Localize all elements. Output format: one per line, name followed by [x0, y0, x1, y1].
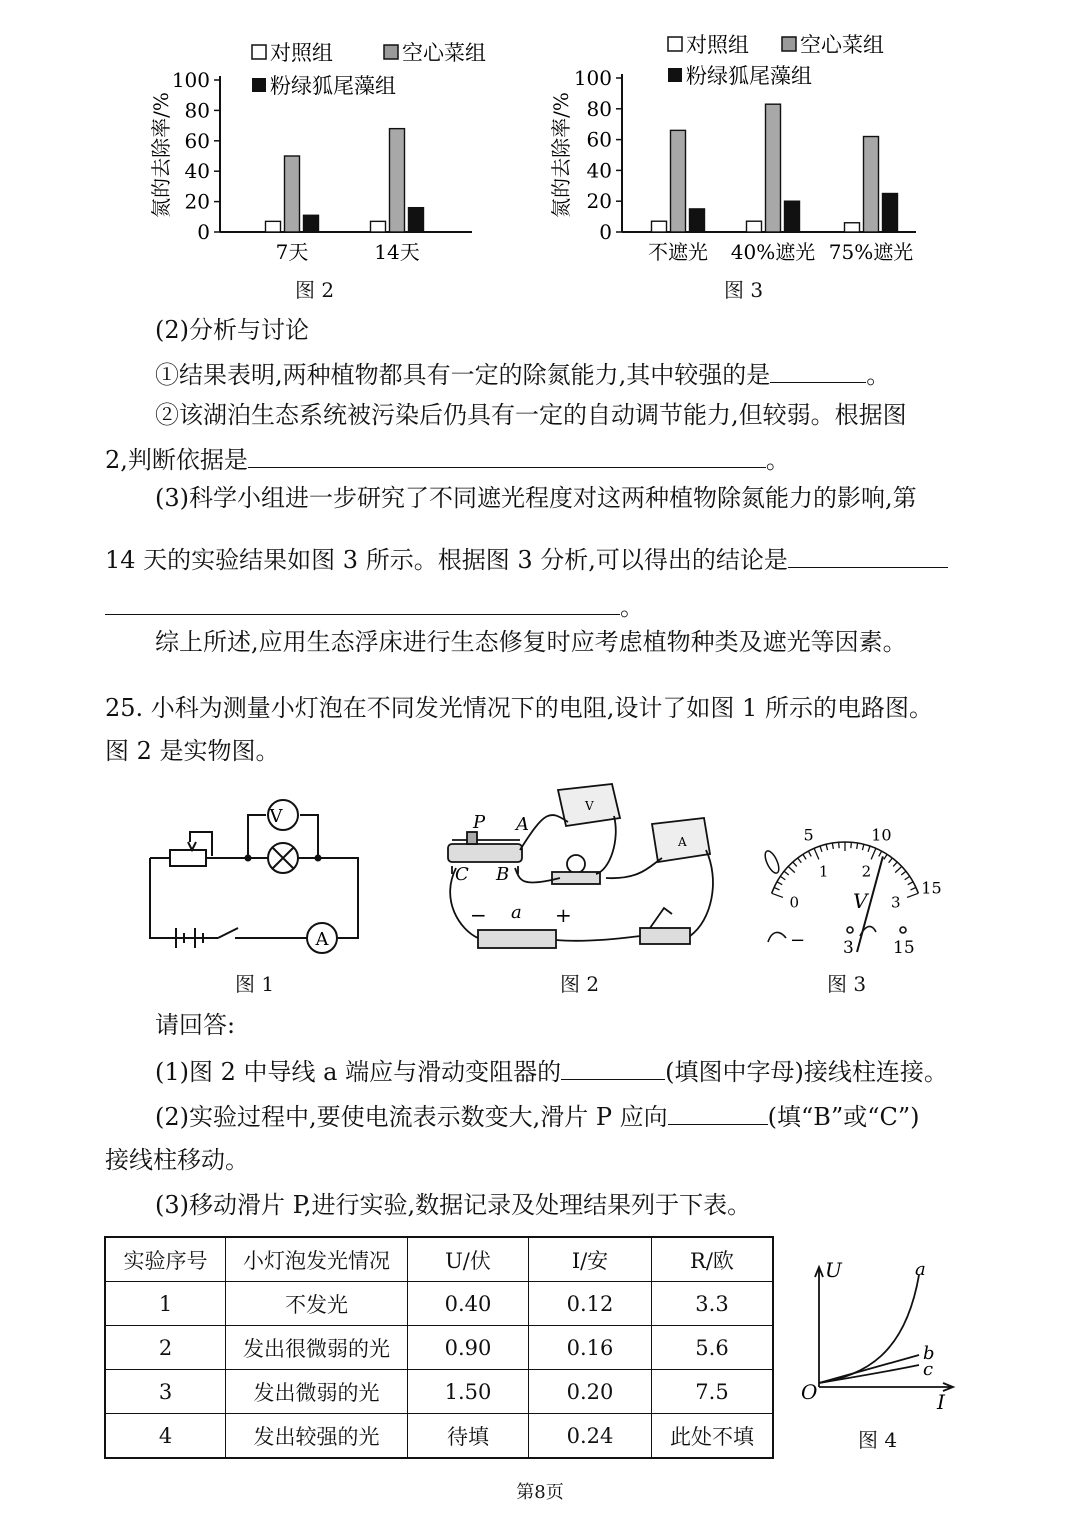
table-cell: 2	[105, 1326, 226, 1370]
p1-text-b: (填图中字母)接线柱连接。	[665, 1058, 948, 1086]
slider-arrow	[188, 842, 196, 850]
fig2-c-label: C	[455, 864, 469, 885]
zero-adjust-knob	[762, 849, 781, 875]
junction	[316, 856, 321, 861]
table-header: I/安	[529, 1237, 652, 1282]
switch-device	[640, 928, 690, 944]
bar-control	[371, 221, 386, 232]
bar-control	[747, 221, 762, 232]
legend-swatch-control	[252, 45, 266, 59]
circuit-figures	[0, 770, 1080, 970]
dial-label-15v: 5	[803, 825, 814, 845]
q2-2-line: ②该湖泊生态系统被污染后仍具有一定的自动调节能力,但较弱。根据图	[155, 401, 907, 429]
rheostat-rod	[452, 836, 520, 844]
q2-1-line	[155, 356, 890, 392]
legend-swatch-fenlv	[252, 78, 266, 92]
fig1-v-label: V	[269, 806, 283, 827]
fig2-caption: 图 2	[560, 972, 600, 996]
terminal-15	[900, 927, 906, 933]
dial-tick	[879, 851, 882, 856]
fig3-v-label: V	[853, 889, 868, 913]
fig4-i-label: I	[937, 1390, 945, 1414]
dial-label-15v: 10	[871, 825, 892, 845]
p1-line	[155, 1053, 948, 1089]
dial-tick	[857, 843, 858, 849]
p2-text: (2)实验过程中,要使电流表示数变大,滑片 P 应向	[155, 1103, 668, 1131]
bar-control	[266, 221, 281, 232]
fig3-caption: 图 3	[827, 972, 867, 996]
terminal-wire	[768, 932, 786, 942]
y-tick-label: 20	[184, 189, 210, 214]
y-tick-label: 60	[586, 127, 612, 152]
legend-label-kongxin: 空心菜组	[402, 41, 486, 65]
legend-swatch-fenlv	[668, 68, 682, 82]
fig2-p-label: P	[473, 812, 486, 833]
x-category-label: 14天	[374, 240, 420, 264]
table-cell: 7.5	[652, 1370, 774, 1414]
fig4-u-label: U	[825, 1258, 842, 1282]
lamp-cross	[273, 848, 293, 868]
y-tick-label: 60	[184, 128, 210, 153]
junction	[246, 856, 251, 861]
y-axis-title: 氮的去除率/%	[149, 92, 173, 218]
dial-tick	[884, 854, 887, 859]
legend-swatch-control	[668, 37, 682, 51]
dial-tick	[907, 893, 918, 897]
y-tick-label: 0	[599, 220, 612, 244]
table-cell: 0.16	[529, 1326, 652, 1370]
p2-line	[155, 1098, 919, 1134]
table-row	[105, 1326, 773, 1370]
dial-tick	[889, 858, 893, 863]
fig4-curve-a-label: a	[915, 1259, 926, 1280]
dial-tick	[784, 871, 789, 875]
dial-tick	[895, 866, 902, 872]
dial-label-3v: 2	[861, 862, 872, 881]
legend-swatch-kongxin	[384, 45, 398, 59]
legend-swatch-kongxin	[782, 37, 796, 51]
answer-blank[interactable]	[788, 541, 948, 568]
dial-tick	[814, 848, 819, 859]
table-cell: 5.6	[652, 1326, 774, 1370]
table-cell: 此处不填	[652, 1414, 774, 1459]
x-category-label: 40%遮光	[730, 240, 816, 264]
fig3-terminals	[768, 926, 906, 942]
bar-kongxin	[766, 104, 781, 232]
chart-fig3	[549, 66, 916, 264]
p1-text: (1)图 2 中导线 a 端应与滑动变阻器的	[155, 1058, 562, 1086]
terminal-3	[847, 927, 853, 933]
table-cell: 3.3	[652, 1282, 774, 1326]
switch-lever	[650, 908, 672, 928]
rheostat-symbol	[170, 850, 206, 866]
table-cell: 0.40	[408, 1282, 529, 1326]
q2-2-text: 2,判断依据是	[105, 446, 248, 474]
legend-label-kongxin: 空心菜组	[800, 33, 884, 57]
answer-blank[interactable]	[105, 588, 620, 615]
bar-kongxin	[671, 130, 686, 232]
charts-area	[0, 0, 1080, 310]
dial-label-3v: 3	[890, 893, 901, 912]
dial-tick	[832, 843, 833, 849]
y-tick-label: 80	[586, 96, 612, 121]
table-header-row	[105, 1237, 773, 1282]
punct: 。	[866, 361, 891, 389]
fig2-meter-v-label: V	[585, 799, 594, 813]
y-tick-label: 20	[586, 189, 612, 214]
table-cell: 1	[105, 1282, 226, 1326]
legend-label-fenlv: 粉绿狐尾藻组	[686, 64, 812, 88]
dial-tick	[820, 846, 822, 852]
dial-tick	[777, 882, 782, 885]
curve-a	[819, 1275, 919, 1383]
bulb	[567, 855, 585, 873]
legend-label-control: 对照组	[270, 41, 333, 65]
bar-fenlv	[883, 194, 898, 233]
y-tick-label: 80	[184, 98, 210, 123]
switch-symbol	[218, 928, 238, 938]
y-tick-label: 40	[586, 158, 612, 183]
fig4-curve-c-label: c	[923, 1359, 934, 1380]
fig1-caption: 图 1	[235, 972, 275, 996]
bar-control	[845, 223, 860, 232]
answer-blank[interactable]	[668, 1098, 768, 1125]
q3-text: 14 天的实验结果如图 3 所示。根据图 3 分析,可以得出的结论是	[105, 546, 788, 574]
table-cell: 0.90	[408, 1326, 529, 1370]
q3-line-b	[105, 541, 948, 577]
table-header: 小灯泡发光情况	[226, 1237, 408, 1282]
table-cell: 4	[105, 1414, 226, 1459]
bar-fenlv	[785, 201, 800, 232]
p2-text-b: (填“B”或“C”)	[767, 1103, 920, 1131]
summary-line: 综上所述,应用生态浮床进行生态修复时应考虑植物种类及遮光等因素。	[155, 628, 907, 656]
fig2-plus-label: +	[555, 903, 572, 927]
wire	[150, 815, 358, 938]
table-cell: 1.50	[408, 1370, 529, 1414]
table-row	[105, 1414, 773, 1459]
dial-tick	[893, 862, 897, 866]
bar-control	[652, 221, 667, 232]
bar-fenlv	[690, 209, 705, 232]
dial-tick	[905, 876, 910, 879]
punct: 。	[765, 446, 790, 474]
y-tick-label: 100	[171, 68, 210, 92]
fig3-terminal-minus: −	[790, 930, 806, 951]
q3-line-c	[105, 588, 644, 624]
q25-line-a: 25. 小科为测量小灯泡在不同发光情况下的电阻,设计了如图 1 所示的电路图。	[105, 694, 933, 722]
x-category-label: 75%遮光	[828, 240, 914, 264]
table-cell: 待填	[408, 1414, 529, 1459]
table-cell: 0.20	[529, 1370, 652, 1414]
answer-blank[interactable]	[770, 356, 866, 383]
dial-tick	[772, 893, 783, 897]
fig2-wire-a-label: a	[511, 902, 522, 923]
dial-tick	[908, 882, 913, 885]
dial-tick	[788, 866, 795, 872]
curve-b	[819, 1355, 919, 1383]
rheostat-slider	[190, 832, 212, 856]
chart3-legend	[668, 33, 884, 88]
table-row	[105, 1282, 773, 1326]
fig2-caption: 图 2	[295, 278, 335, 302]
table-header: R/欧	[652, 1237, 774, 1282]
answer-blank[interactable]	[561, 1053, 665, 1080]
q25-line-b: 图 2 是实物图。	[105, 737, 280, 765]
punct: 。	[620, 593, 644, 621]
dial-tick	[793, 862, 797, 866]
legend-label-control: 对照组	[686, 33, 749, 57]
table-row	[105, 1370, 773, 1414]
page-number: 第8页	[516, 1482, 564, 1503]
dial-tick	[901, 871, 906, 875]
bar-kongxin	[285, 156, 300, 232]
fig2-b-label: B	[496, 864, 510, 885]
q3-line-a: (3)科学小组进一步研究了不同遮光程度对这两种植物除氮能力的影响,第	[155, 484, 917, 512]
table-cell: 0.12	[529, 1282, 652, 1326]
fig2-a-label: A	[516, 814, 529, 835]
chart2-legend	[252, 41, 486, 98]
x-category-label: 不遮光	[648, 240, 708, 264]
dial-tick	[862, 844, 863, 850]
dial-label-3v: 0	[789, 893, 800, 912]
dial-tick	[910, 887, 915, 890]
y-axis-title: 氮的去除率/%	[549, 92, 573, 218]
table-header: 实验序号	[105, 1237, 226, 1282]
dial-tick	[808, 851, 811, 856]
dial-tick	[774, 887, 779, 890]
dial-tick	[868, 846, 870, 852]
table-header: U/伏	[408, 1237, 529, 1282]
fig4-graph	[795, 1255, 970, 1415]
bar-fenlv	[409, 208, 424, 232]
fig4-origin-label: O	[801, 1380, 818, 1404]
dial-tick	[798, 858, 802, 863]
fig3-terminal-15: 15	[893, 938, 915, 958]
fig3-terminal-3: 3	[843, 938, 854, 958]
u-axis	[815, 1267, 823, 1387]
q2-2-line-b	[105, 441, 790, 477]
rheostat-body	[448, 844, 522, 862]
battery-box	[478, 930, 556, 948]
table-cell: 0.24	[529, 1414, 652, 1459]
fig4-curve-b-label: b	[923, 1343, 935, 1364]
p2-line-b: 接线柱移动。	[105, 1146, 249, 1174]
legend-label-fenlv: 粉绿狐尾藻组	[270, 74, 396, 98]
bar-kongxin	[390, 129, 405, 232]
x-category-label: 7天	[275, 240, 309, 264]
table-cell: 发出很微弱的光	[226, 1326, 408, 1370]
fig2-physical	[448, 784, 713, 948]
fig3-caption: 图 3	[724, 278, 764, 302]
dial-tick	[803, 854, 806, 859]
table-cell: 不发光	[226, 1282, 408, 1326]
table-cell: 发出较强的光	[226, 1414, 408, 1459]
answer-blank[interactable]	[248, 441, 766, 468]
bar-fenlv	[304, 215, 319, 232]
dial-label-15v: 15	[921, 878, 942, 898]
please-answer: 请回答:	[155, 1011, 236, 1039]
table-cell: 发出微弱的光	[226, 1370, 408, 1414]
dial-tick	[826, 844, 827, 850]
data-table	[104, 1236, 774, 1459]
fig2-meter-a-label: A	[678, 835, 687, 849]
dial-tick	[871, 848, 876, 859]
y-tick-label: 40	[184, 159, 210, 184]
q2-1-text: ①结果表明,两种植物都具有一定的除氮能力,其中较强的是	[155, 361, 771, 389]
rheostat-slider	[467, 832, 477, 844]
q2-heading: (2)分析与讨论	[155, 316, 309, 344]
i-axis	[819, 1383, 953, 1391]
curve-c	[819, 1365, 919, 1383]
fig1-a-label: A	[315, 929, 329, 950]
dial-tick	[780, 876, 785, 879]
dial-label-3v: 1	[818, 862, 829, 881]
table-cell: 3	[105, 1370, 226, 1414]
y-tick-label: 0	[197, 220, 210, 244]
p3-line: (3)移动滑片 P,进行实验,数据记录及处理结果列于下表。	[155, 1191, 752, 1219]
y-tick-label: 100	[573, 66, 612, 90]
bar-kongxin	[864, 137, 879, 232]
fig4-caption: 图 4	[858, 1428, 898, 1452]
fig2-minus-label: −	[470, 903, 487, 927]
